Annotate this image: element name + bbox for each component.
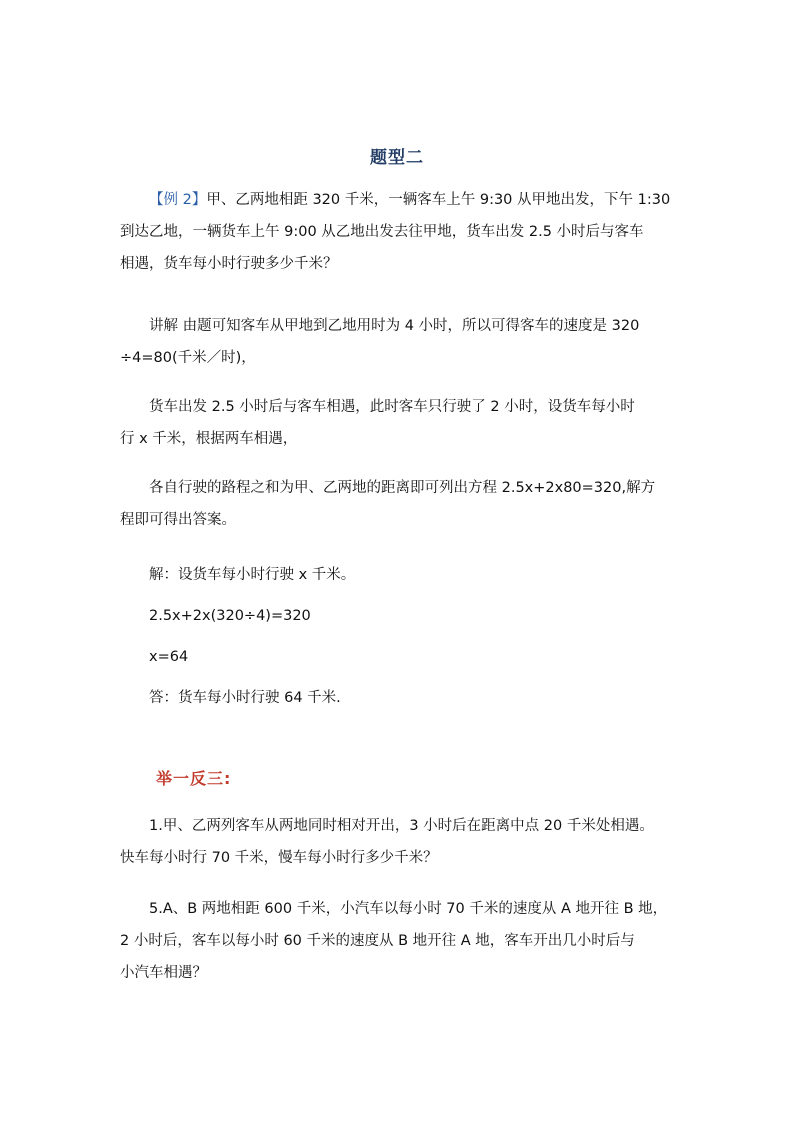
solution-answer <box>120 682 680 714</box>
solution-result-text: x=64 <box>149 649 189 665</box>
practice-q2-line-2: 2 小时后，客车以每小时 60 千米的速度从 B 地开往 A 地，客车开出几小时后与 <box>120 933 635 949</box>
practice-q2-line-3: 小汽车相遇？ <box>120 965 207 981</box>
practice-heading: 举一反三: <box>156 769 232 788</box>
explanation-paragraph-3 <box>120 472 680 536</box>
solution-equation <box>120 600 680 632</box>
explanation-paragraph-2 <box>120 391 680 455</box>
explanation-paragraph-1 <box>120 310 680 374</box>
example-tag: 【例 2】 <box>149 192 207 208</box>
solution-answer-text: 答：货车每小时行驶 64 千米. <box>149 690 341 706</box>
explanation-3-line-1: 各自行驶的路程之和为甲、乙两地的距离即可列出方程 2.5x+2x80=320,解方 <box>149 480 656 496</box>
practice-q1-line-2: 快车每小时行 70 千米，慢车每小时行多少千米？ <box>120 850 438 866</box>
explanation-2-line-1: 货车出发 2.5 小时后与客车相遇，此时客车只行驶了 2 小时，设货车每小时 <box>149 399 635 415</box>
solution-result <box>120 641 680 673</box>
practice-question-1 <box>120 810 680 874</box>
practice-q2-line-1: 5.A、B 两地相距 600 千米，小汽车以每小时 70 千米的速度从 A 地开往 B 地， <box>149 901 668 917</box>
explanation-2-line-2: 行 x 千米，根据两车相遇， <box>120 431 298 447</box>
explanation-1-line-1: 讲解 由题可知客车从甲地到乙地用时为 4 小时，所以可得客车的速度是 320 <box>149 318 640 334</box>
section-title: 题型二 <box>370 148 424 168</box>
example-line-1-text: 甲、乙两地相距 320 千米，一辆客车上午 9:30 从甲地出发，下午 1:30 <box>206 192 671 208</box>
example-problem <box>120 184 680 280</box>
explanation-3-line-2: 程即可得出答案。 <box>120 512 236 528</box>
solution-let <box>120 559 680 591</box>
solution-let-text: 解：设货车每小时行驶 x 千米。 <box>149 567 356 583</box>
example-line-3: 相遇，货车每小时行驶多少千米？ <box>120 256 338 272</box>
practice-question-2 <box>120 893 680 989</box>
example-line-1 <box>120 184 680 216</box>
explanation-1-line-2: ÷4=80(千米／时)， <box>120 350 256 366</box>
practice-q1-line-1: 1.甲、乙两列客车从两地同时相对开出，3 小时后在距离中点 20 千米处相遇。 <box>149 818 654 834</box>
solution-equation-text: 2.5x+2x(320÷4)=320 <box>149 608 311 624</box>
example-line-2: 到达乙地，一辆货车上午 9:00 从乙地出发去往甲地，货车出发 2.5 小时后与客车 <box>120 224 644 240</box>
